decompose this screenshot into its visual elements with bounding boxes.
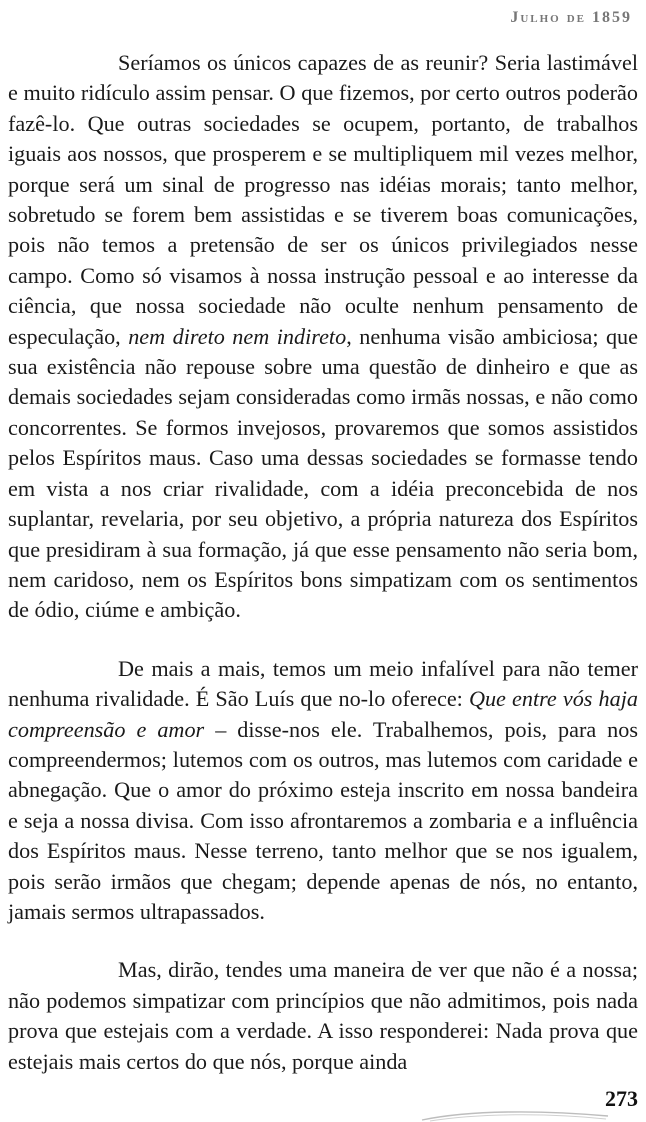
text-segment: De mais a mais, temos um meio infalível para não temer nenhuma rivalidade. É São Luís que no-lo oferece: — [8, 655, 638, 712]
paragraph — [8, 955, 638, 1077]
paragraph — [8, 48, 638, 626]
text-segment: Mas, dirão, tendes uma maneira de ver que não é a nossa; não podemos simpatizar com princípios que não admitimos, pois nada prova que estejais com a verdade. A isso responderei: Nada prova que estejais mais certos do que nós, porque ainda — [8, 957, 638, 1074]
page-body — [8, 48, 638, 1105]
text-segment: Seríamos os únicos capazes de as reunir? Seria lastimável e muito ridículo assim pensar. O que fizemos, por certo outros poderão fazê-lo. Que outras sociedades se ocupem, portanto, de trabalhos iguais aos nossos, que prosperem e se multipliquem mil vezes melhor, porque será um sinal de progresso nas idéias morais; tanto melhor, sobretudo se forem bem assistidas e se tiverem boas comunicações, pois não temos a pretensão de ser os únicos privilegiados nesse campo. Como só visamos à nossa instrução pessoal e ao interesse da ciência, que nossa sociedade não oculte nenhum pensamento de especulação, — [8, 50, 638, 349]
running-header: Julho de 1859 — [510, 9, 632, 26]
paragraph — [8, 654, 638, 928]
page-number: 273 — [605, 1086, 638, 1111]
italic-segment: Que entre vós haja compreensão e amor — [8, 686, 638, 742]
text-segment: , nenhuma visão ambiciosa; que sua existência não repouse sobre uma questão de dinheiro e que as demais sociedades sejam consideradas como irmãs nossas, e não como concorrentes. Se formos invejosos, provaremos que somos assistidos pelos Espíritos maus. Caso uma dessas sociedades se formasse tendo em vista a nos criar rivalidade, com a idéia preconcebida de nos suplantar, revelaria, por seu objetivo, a própria natureza dos Espíritos que presidiram à sua formação, já que esse pensamento não seria bom, nem caridoso, nem os Espíritos bons simpatizam com os sentimentos de ódio, ciúme e ambição. — [8, 323, 638, 623]
italic-segment: nem direto nem indireto — [128, 323, 347, 349]
text-segment: – disse-nos ele. Trabalhemos, pois, para nos compreendermos; lutemos com os outros, mas lutemos com caridade e abnegação. Que o amor do próximo esteja inscrito em nossa bandeira e seja a nossa divisa. Com isso afrontaremos a zombaria e a influência dos Espíritos maus. Nesse terreno, tanto melhor que se nos igualem, pois serão irmãos que chegam; depende apenas de nós, no entanto, jamais sermos ultrapassados. — [8, 716, 638, 924]
